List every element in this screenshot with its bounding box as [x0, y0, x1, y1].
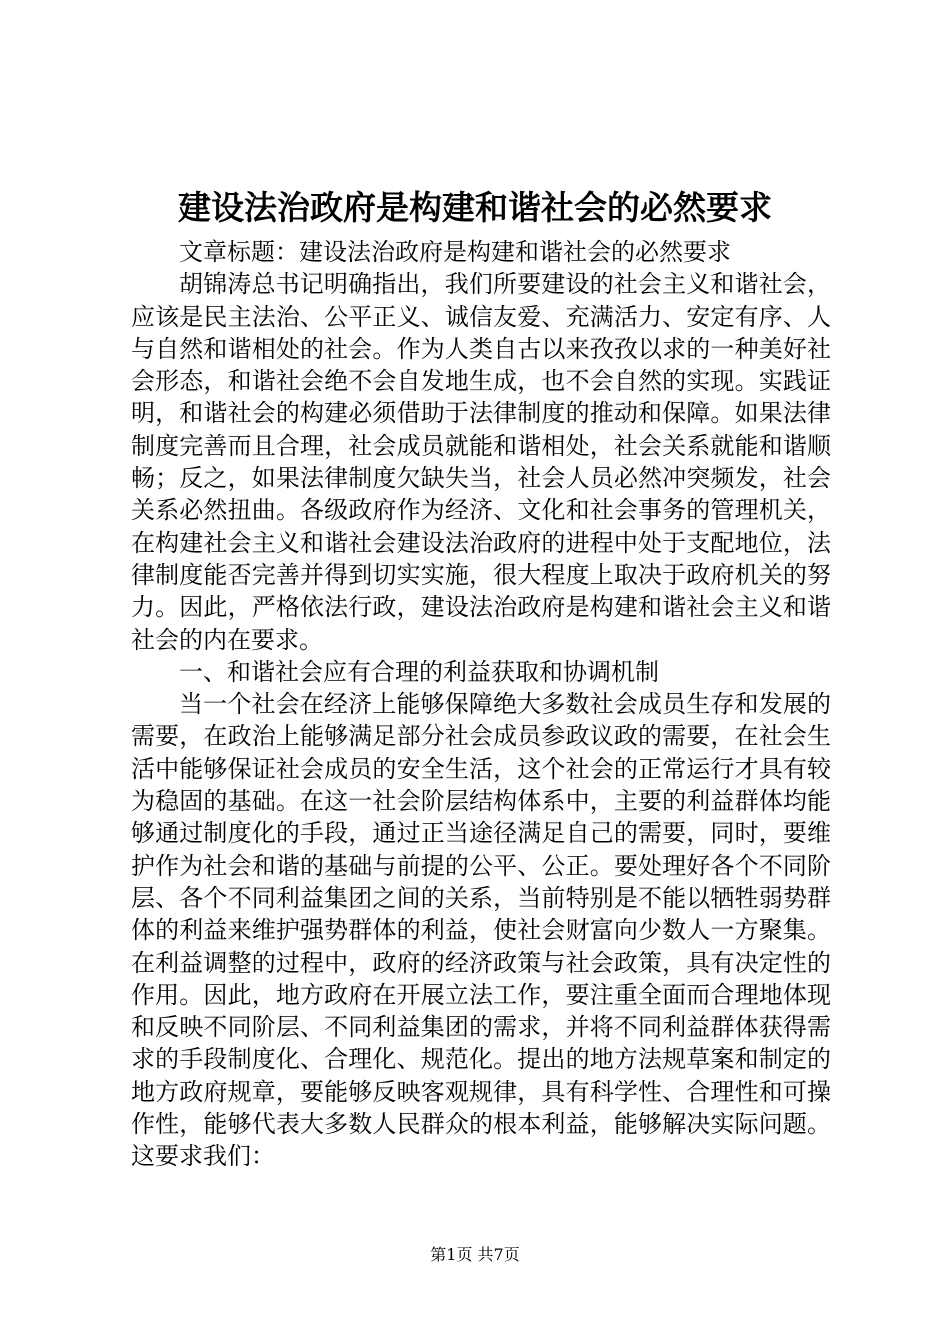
- body-paragraph: 当一个社会在经济上能够保障绝大多数社会成员生存和发展的需要，在政治上能够满足部分社会成员参政议政的需要，在社会生活中能够保证社会成员的安全生活，这个社会的正常运行才具有较为稳固的基础。在这一社会阶层结构体系中，主要的利益群体均能够通过制度化的手段，通过正当途径满足自己的需要，同时，要维护作为社会和谐的基础与前提的公平、公正。要处理好各个不同阶层、各个不同利益集团之间的关系，当前特别是不能以牺牲弱势群体的利益来维护强势群体的利益，使社会财富向少数人一方聚集。在利益调整的过程中，政府的经济政策与社会政策，具有决定性的作用。因此，地方政府在开展立法工作，要注重全面而合理地体现和反映不同阶层、不同利益集团的需求，并将不同利益群体获得需求的手段制度化、合理化、规范化。提出的地方法规草案和制定的地方政府规章，要能够反映客观规律，具有科学性、合理性和可操作性，能够代表大多数人民群众的根本利益，能够解决实际问题。这要求我们：: [131, 690, 831, 1171]
- page-footer: 第1页 共7页: [430, 1245, 520, 1264]
- article-title-line: 文章标题：建设法治政府是构建和谐社会的必然要求: [179, 238, 731, 266]
- document-title: 建设法治政府是构建和谐社会的必然要求: [178, 188, 772, 227]
- body-paragraph: 胡锦涛总书记明确指出，我们所要建设的社会主义和谐社会，应该是民主法治、公平正义、诚信友爱、充满活力、安定有序、人与自然和谐相处的社会。作为人类自古以来孜孜以求的一种美好社会形态，和谐社会绝不会自发地生成，也不会自然的实现。实践证明，和谐社会的构建必须借助于法律制度的推动和保障。如果法律制度完善而且合理，社会成员就能和谐相处，社会关系就能和谐顺畅；反之，如果法律制度欠缺失当，社会人员必然冲突频发，社会关系必然扭曲。各级政府作为经济、文化和社会事务的管理机关，在构建社会主义和谐社会建设法治政府的进程中处于支配地位，法律制度能否完善并得到切实实施，很大程度上取决于政府机关的努力。因此，严格依法行政，建设法治政府是构建和谐社会主义和谐社会的内在要求。: [131, 270, 831, 654]
- section-heading: 一、和谐社会应有合理的利益获取和协调机制: [179, 657, 659, 686]
- document-body: [131, 236, 831, 1173]
